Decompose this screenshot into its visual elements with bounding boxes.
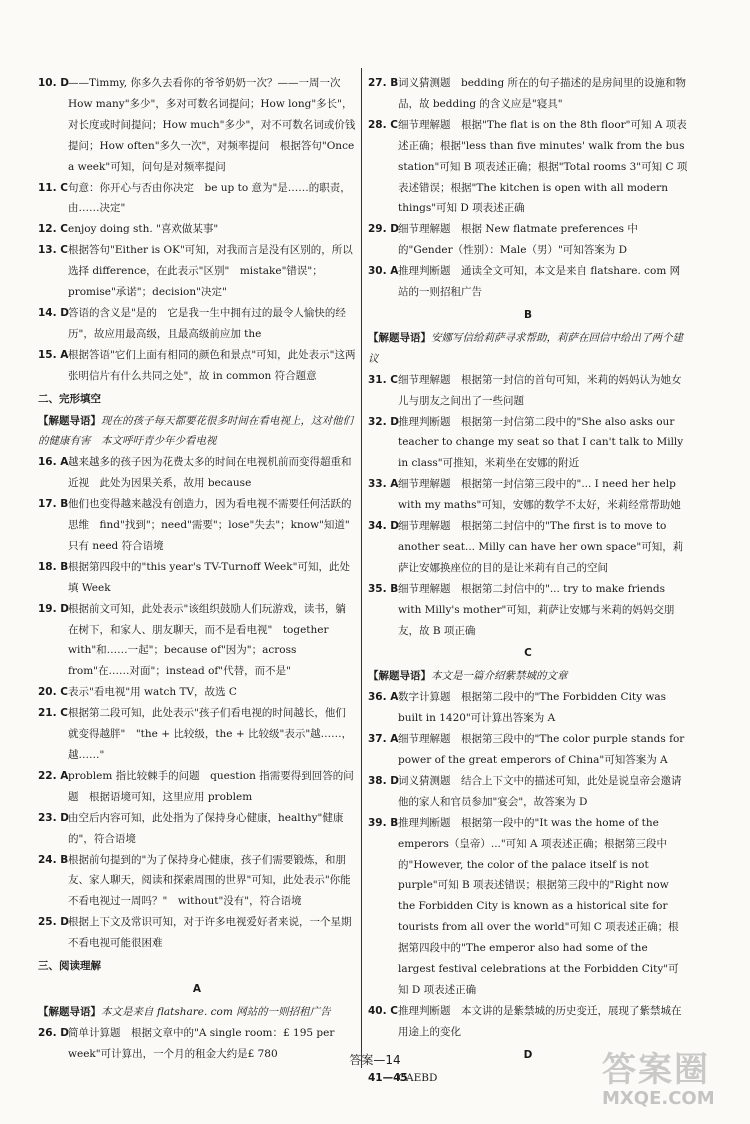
answer-item xyxy=(368,516,688,579)
passage-label: D xyxy=(523,1048,533,1061)
answer-number: 30. A xyxy=(368,265,399,278)
answer-item xyxy=(368,813,688,1001)
answer-number: 34. D xyxy=(368,520,399,533)
answer-explanation: 答语的含义是"是的 它是我一生中拥有过的最令人愉快的经历"，故应用最高级，且最高级前应加 the xyxy=(68,306,346,340)
answer-item xyxy=(38,452,356,494)
answer-explanation: 句意：你开心与否由你决定 be up to 意为"是……的职责，由……决定" xyxy=(68,181,351,215)
answer-number: 36. A xyxy=(368,691,399,704)
answer-item xyxy=(368,73,688,115)
right-column xyxy=(368,73,688,1089)
answer-number: 12. C xyxy=(38,223,68,236)
answer-number: 19. D xyxy=(38,602,69,615)
answer-explanation: 推理判断题 本文讲的是紫禁城的历史变迁，展现了紫禁城在用途上的变化 xyxy=(398,1004,682,1038)
answer-item xyxy=(38,178,356,220)
answer-number: 15. A xyxy=(38,348,69,361)
answer-item xyxy=(38,557,356,599)
section-heading: 二、完形填空 xyxy=(38,392,101,405)
answer-number: 25. D xyxy=(38,916,69,929)
watermark-url: MXQE.COM xyxy=(602,1088,715,1109)
answer-item xyxy=(368,115,688,220)
answer-number: 41—45 xyxy=(368,1071,408,1084)
answer-explanation: 越来越多的孩子因为花费太多的时间在电视机前而变得超重和近视 此处为因果关系，故用 because xyxy=(68,456,352,490)
answer-item xyxy=(38,303,356,345)
answer-number: 17. B xyxy=(38,498,69,511)
answer-item xyxy=(368,1001,688,1043)
answer-explanation: CAEBD xyxy=(398,1071,438,1084)
guide-text: 本文是来自 flatshare. com 网站的一则招租广告 xyxy=(101,1005,331,1018)
answer-explanation: 细节理解题 根据第一封信第三段中的"... I need her help with my maths"可知，安娜的数学不太好，米莉经常帮助她 xyxy=(398,478,681,512)
guide-label: 【解题导语】 xyxy=(38,1005,101,1018)
answer-item xyxy=(368,261,688,303)
answer-number: 14. D xyxy=(38,306,69,319)
answer-explanation: 数字计算题 根据第二段中的"The Forbidden City was built in 1420"可计算出答案为 A xyxy=(398,691,667,725)
answer-item xyxy=(368,771,688,813)
answer-number: 32. D xyxy=(368,415,399,428)
answer-explanation: 词义猜测题 结合上下文中的描述可知，此处是说皇帝会邀请他的家人和官员参加"宴会"，故答案为 D xyxy=(398,774,682,808)
answer-explanation: 细节理解题 根据第一封信的首句可知，米莉的妈妈认为她女儿与朋友之间出了一些问题 xyxy=(398,373,682,407)
answer-explanation: 细节理解题 根据"The flat is on the 8th floor"可知 A 项表述正确；根据"less than five minutes' walk from the bus station"可知 B 项表述正确；根据"Total rooms 3"可知 C 项表述错误；根据"The kitchen is open with all modern things"可知 D 项表述正确 xyxy=(398,118,688,215)
answer-item xyxy=(368,219,688,261)
passage-label: B xyxy=(523,308,532,321)
answer-item xyxy=(38,850,356,913)
answer-item xyxy=(38,494,361,557)
answer-explanation: 根据第四段中的"this year's TV-Turnoff Week"可知，此处填 Week xyxy=(68,560,350,594)
passage-label: A xyxy=(192,982,202,995)
answer-explanation: 推理判断题 通读全文可知，本文是来自 flatshare. com 网站的一则招租广告 xyxy=(398,265,681,299)
answer-explanation: 根据前句提到的"为了保持身心健康，孩子们需要锻炼，和朋友、家人聊天，阅读和探索周围的世界"可知，此处表示"你能不看电视过一周吗？" without"没有"，符合语境 xyxy=(68,853,351,908)
guide-label: 【解题导语】 xyxy=(368,331,431,344)
answer-explanation: 表示"看电视"用 watch TV，故选 C xyxy=(68,686,237,699)
answer-number: 18. B xyxy=(38,560,69,573)
guide-note xyxy=(38,411,356,453)
answer-number: 22. A xyxy=(38,769,69,782)
answer-explanation: 他们也变得越来越没有创造力，因为看电视不需要任何活跃的思维 find"找到"；need"需要"；lose"失去"；know"知道" 只有 need 符合语境 xyxy=(68,498,361,552)
answer-item xyxy=(368,579,688,642)
answer-number: 11. C xyxy=(38,181,68,194)
watermark-glyphs: 答案圈 xyxy=(602,1050,710,1090)
answer-item xyxy=(368,474,688,516)
answer-explanation: 由空后内容可知，此处指为了保持身心健康，healthy"健康的"，符合语境 xyxy=(68,811,344,845)
page-footer: 答案—14 xyxy=(349,1053,401,1067)
answer-explanation: 细节理解题 根据第二封信中的"... try to make friends with Milly's mother"可知，莉萨让安娜与米莉的妈妈交朋友，故 B 项正确 xyxy=(398,582,675,637)
answer-explanation: 根据答语"它们上面有相同的颜色和景点"可知，此处表示"这两张明信片有什么共同之处"，故 in common 符合题意 xyxy=(68,348,356,382)
answer-number: 20. C xyxy=(38,686,68,699)
guide-label: 【解题导语】 xyxy=(38,414,101,427)
answer-number: 26. D xyxy=(38,1026,69,1039)
answer-explanation: 细节理解题 根据第二封信中的"The first is to move to another seat... Milly can have her own space"可知，莉萨让安娜换座位的目的是让米莉有自己的空间 xyxy=(398,520,684,574)
answer-number: 37. A xyxy=(368,733,399,746)
answer-item xyxy=(38,219,356,240)
answer-number: 35. B xyxy=(368,582,399,595)
answer-number: 39. B xyxy=(368,816,399,829)
answer-explanation: ——Timmy, 你多久去看你的爷爷奶奶一次？——一周一次 How many"多少"，多对可数名词提问；How long"多长"，对长度或时间提问；How much"多少"，对不可数名词或价钱提问；How often"多久一次"，对频率提问 根据答句"Once a week"可知，问句是对频率提问 xyxy=(68,77,356,173)
answer-number: 23. D xyxy=(38,811,69,824)
answer-item xyxy=(38,345,356,387)
answer-explanation: 简单计算题 根据文章中的"A single room：£ 195 per week"可计算出，一个月的租金大约是£ 780 xyxy=(68,1026,335,1060)
answer-number: 27. B xyxy=(368,77,399,89)
answer-item xyxy=(368,729,688,771)
answer-item xyxy=(38,808,356,850)
answer-item xyxy=(38,682,356,703)
answer-explanation: 推理判断题 根据第一封信第二段中的"She also asks our teacher to change my seat so that I can't talk to Milly in class"可推知，米莉坐在安娜的附近 xyxy=(398,415,684,470)
answer-number: 13. C xyxy=(38,244,68,257)
answer-explanation: 根据第二段可知，此处表示"孩子们看电视的时间越长，他们就变得越胖" "the + 比较级，the + 比较级"表示"越……，越……" xyxy=(68,707,353,761)
answer-number: 38. D xyxy=(368,774,399,787)
answer-item xyxy=(38,766,356,808)
answer-explanation: problem 指比较棘手的问题 question 指需要得到回答的问题 根据语境可知，这里应用 problem xyxy=(68,769,354,803)
answer-item xyxy=(38,599,356,683)
answer-number: 28. C xyxy=(368,118,398,131)
answer-item xyxy=(368,687,688,729)
passage-label: C xyxy=(524,647,532,660)
answer-item xyxy=(368,370,688,412)
answer-explanation: 根据上下文及常识可知，对于许多电视爱好者来说，一个星期不看电视可能很困难 xyxy=(68,916,352,950)
guide-text: 现在的孩子每天都要花很多时间在看电视上，这对他们的健康有害 本文呼吁青少年少看电视 xyxy=(38,414,353,448)
answer-explanation: 词义猜测题 bedding 所在的句子描述的是房间里的设施和物品，故 bedding 的含义应是"寝具" xyxy=(398,77,687,110)
answer-number: 16. A xyxy=(38,456,69,469)
answer-number: 33. A xyxy=(368,478,399,491)
answer-number: 24. B xyxy=(38,853,69,866)
answer-item xyxy=(38,73,356,178)
answer-number: 29. D xyxy=(368,223,399,236)
guide-note xyxy=(38,1002,356,1023)
answer-number: 10. D xyxy=(38,77,69,89)
answer-explanation: 根据答句"Either is OK"可知，对我而言是没有区别的，所以选择 difference，在此表示"区别" mistake"错误"；promise"承诺"；decision"决定" xyxy=(68,244,353,299)
left-column xyxy=(38,73,361,1065)
answer-item xyxy=(38,703,356,766)
answer-explanation: 细节理解题 根据第三段中的"The color purple stands for power of the great emperors of China"可知答案为 A xyxy=(398,733,685,766)
guide-text: 本文是一篇介绍紫禁城的文章 xyxy=(431,670,568,683)
answer-number: 21. C xyxy=(38,707,68,720)
answer-item xyxy=(38,912,356,954)
guide-note xyxy=(368,666,688,687)
guide-note xyxy=(368,328,688,370)
answer-explanation: 推理判断题 根据第一段中的"It was the home of the emperors（皇帝）..."可知 A 项表述正确；根据第三段中的"However, the color of the palace itself is not purple"可知 B 项表述错误；根据第三段中的"Right now the Forbidden City is known as a historical site for tourists from all over the world"可知 C 项表述正确；根据第四段中的"The emperor also had some of the largest festival celebrations at the Forbidden City"可知 D 项表述正确 xyxy=(398,816,679,996)
answer-explanation: enjoy doing sth. "喜欢做某事" xyxy=(68,223,219,236)
answer-item xyxy=(38,240,356,303)
answer-explanation: 细节理解题 根据 New flatmate preferences 中的"Gender（性别）：Male（男）"可知答案为 D xyxy=(398,223,638,257)
answer-explanation: 根据前文可知，此处表示"该组织鼓励人们玩游戏，读书，躺在树下，和家人、朋友聊天，而不是看电视" together with"和……一起"；because of"因为"；across from"在……对面"；instead of"代替，而不是" xyxy=(68,602,346,678)
guide-text: 安娜写信给莉萨寻求帮助，莉萨在回信中给出了两个建议 xyxy=(368,331,683,365)
column-divider xyxy=(361,68,362,1068)
guide-label: 【解题导语】 xyxy=(368,670,431,683)
answer-number: 40. C xyxy=(368,1004,398,1017)
section-heading: 三、阅读理解 xyxy=(38,960,101,973)
answer-number: 31. C xyxy=(368,373,398,386)
answer-item xyxy=(368,412,688,475)
watermark-logo xyxy=(602,1052,742,1114)
